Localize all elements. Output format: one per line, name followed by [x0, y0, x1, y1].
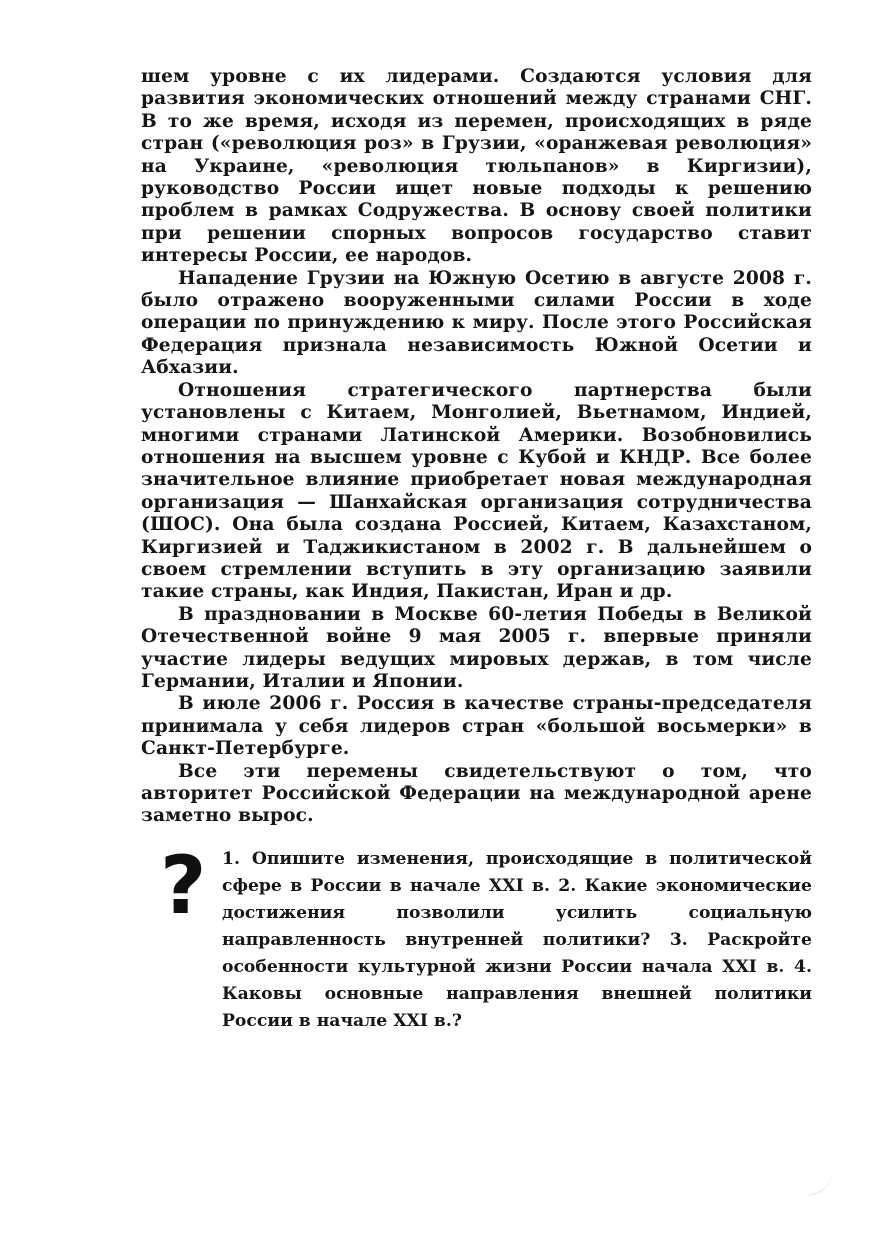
paragraph-3: Отношения стратегического партнерства были установлены с Китаем, Монголией, Вьетнамом, Индией, многими странами Латинской Америки. Возобновились отношения на высшем уровне с Кубой и КНДР. Все более значительное влияние приобретает новая международная организация — Шанхайская организация сотрудничества (ШОС). Она была создана Россией, Китаем, Казахстаном, Киргизией и Таджикистаном в 2002 г. В дальнейшем о своем стремлении вступить в эту организацию заявили такие страны, как Индия, Пакистан, Иран и др. — [141, 379, 812, 603]
question-mark-icon: ? — [160, 839, 207, 932]
questions-block — [160, 839, 812, 1035]
paragraph-6: Все эти перемены свидетельствуют о том, что авторитет Российской Федерации на международной арене заметно вырос. — [141, 760, 812, 827]
paragraph-2: Нападение Грузии на Южную Осетию в августе 2008 г. было отражено вооруженными силами России в ходе операции по принуждению к миру. После этого Российская Федерация признала независимость Южной Осетии и Абхазии. — [141, 267, 812, 379]
body-text — [141, 66, 812, 828]
page-curl-artifact — [805, 1165, 835, 1195]
questions-text: 1. Опишите изменения, происходящие в политической сфере в России в начале XXI в. 2. Какие экономические достижения позволили усилить социальную направленность внутренней политики? 3. Раскройте особенности культурной жизни России начала XXI в. 4. Каковы основные направления внешней политики России в начале XXI в.? — [222, 849, 812, 1031]
paragraph-1: шем уровне с их лидерами. Создаются условия для развития экономических отношений между странами СНГ. В то же время, исходя из перемен, происходящих в ряде стран («революция роз» в Грузии, «оранжевая революция» на Украине, «революция тюльпанов» в Киргизии), руководство России ищет новые подходы к решению проблем в рамках Содружества. В основу своей политики при решении спорных вопросов государство ставит интересы России, ее народов. — [141, 66, 812, 267]
paragraph-4: В праздновании в Москве 60-летия Победы в Великой Отечественной войне 9 мая 2005 г. впервые приняли участие лидеры ведущих мировых держав, в том числе Германии, Италии и Японии. — [141, 603, 812, 692]
paragraph-5: В июле 2006 г. Россия в качестве страны-председателя принимала у себя лидеров стран «большой восьмерки» в Санкт-Петербурге. — [141, 693, 812, 760]
